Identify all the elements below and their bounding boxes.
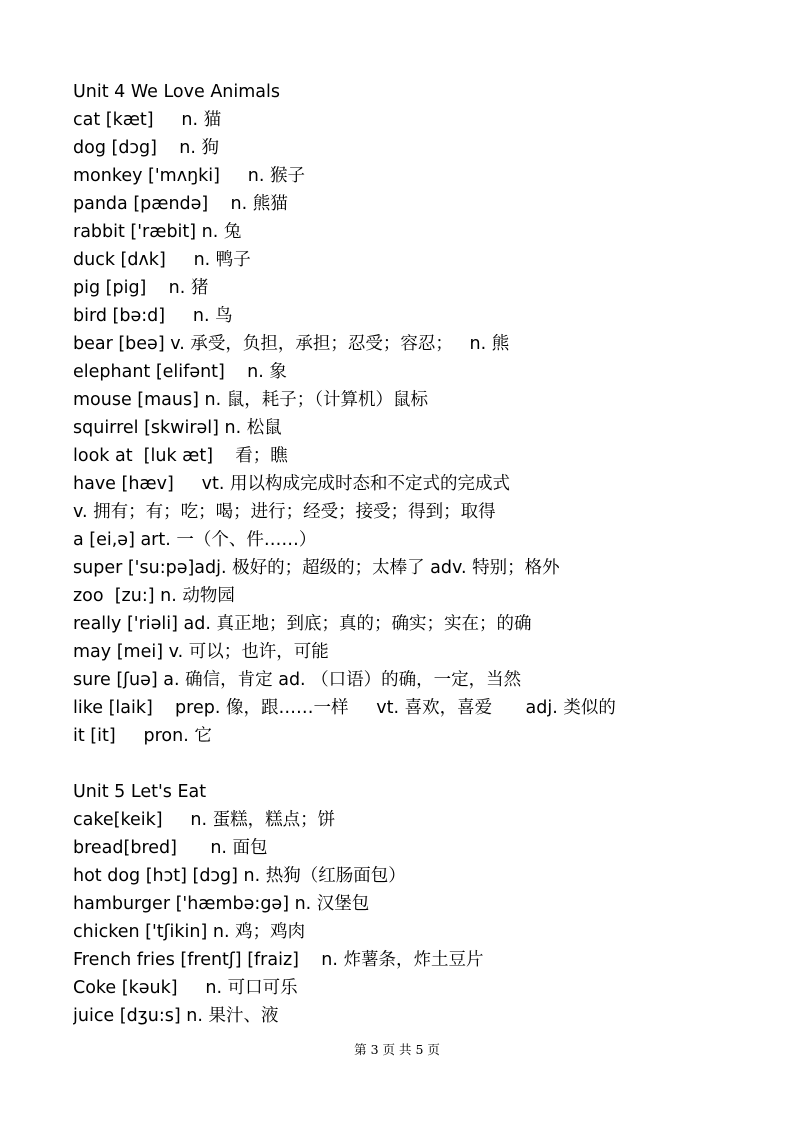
vocab-entry: hot dog [hɔt] [dɔg] n. 热狗（红肠面包） — [73, 866, 406, 886]
vocab-entry: squirrel [skwirəl] n. 松鼠 — [73, 418, 282, 438]
vocab-entry: pig [pig] n. 猪 — [73, 278, 209, 298]
vocab-entry: super ['su:pə]adj. 极好的；超级的；太棒了 adv. 特别；格外 — [73, 558, 560, 578]
vocab-entry: dog [dɔg] n. 狗 — [73, 138, 219, 158]
vocab-entry: look at [luk æt] 看；瞧 — [73, 446, 288, 466]
vocab-entry: hamburger ['hæmbə:gə] n. 汉堡包 — [73, 894, 370, 914]
vocab-entry: cat [kæt] n. 猫 — [73, 110, 222, 130]
section-spacer — [73, 750, 763, 778]
vocab-entry: elephant [elifənt] n. 象 — [73, 362, 287, 382]
vocab-entry: rabbit ['ræbit] n. 兔 — [73, 222, 242, 242]
vocab-entry: chicken ['tʃikin] n. 鸡；鸡肉 — [73, 922, 306, 942]
vocab-entry: panda [pændə] n. 熊猫 — [73, 194, 288, 214]
vocab-entry: juice [dʒu:s] n. 果汁、液 — [73, 1006, 279, 1026]
vocab-entry: zoo [zu:] n. 动物园 — [73, 586, 235, 606]
vocab-entry: French fries [frentʃ] [fraiz] n. 炸薯条，炸土豆片 — [73, 950, 484, 970]
document-body — [73, 78, 763, 1030]
vocab-entry: cake[keik] n. 蛋糕，糕点；饼 — [73, 810, 336, 830]
unit-title: Unit 5 Let's Eat — [73, 782, 207, 802]
vocab-entry: sure [ʃuə] a. 确信，肯定 ad. （口语）的确，一定，当然 — [73, 670, 522, 690]
vocab-entry: bird [bə:d] n. 鸟 — [73, 306, 233, 326]
vocab-entry: bear [beə] v. 承受，负担，承担；忍受；容忍； n. 熊 — [73, 334, 510, 354]
vocab-entry: a [ei,ə] art. 一（个、件……） — [73, 530, 317, 550]
vocab-entry: bread[bred] n. 面包 — [73, 838, 268, 858]
vocab-entry: Coke [kəuk] n. 可口可乐 — [73, 978, 298, 998]
vocab-entry: really ['riəli] ad. 真正地；到底；真的；确实；实在；的确 — [73, 614, 532, 634]
vocab-entry: mouse [maus] n. 鼠，耗子；（计算机）鼠标 — [73, 390, 428, 410]
vocab-entry: v. 拥有；有；吃；喝；进行；经受；接受；得到；取得 — [73, 502, 496, 522]
vocab-entry: monkey ['mʌŋki] n. 猴子 — [73, 166, 306, 186]
vocab-entry: have [hæv] vt. 用以构成完成时态和不定式的完成式 — [73, 474, 510, 494]
page-footer: 第 3 页 共 5 页 — [354, 1042, 440, 1057]
vocab-entry: it [it] pron. 它 — [73, 726, 212, 746]
vocab-entry: may [mei] v. 可以；也许，可能 — [73, 642, 329, 662]
unit-title: Unit 4 We Love Animals — [73, 82, 281, 102]
vocab-entry: like [laik] prep. 像，跟……一样 vt. 喜欢，喜爱 adj. 类似的 — [73, 698, 616, 718]
vocab-entry: duck [dʌk] n. 鸭子 — [73, 250, 251, 270]
